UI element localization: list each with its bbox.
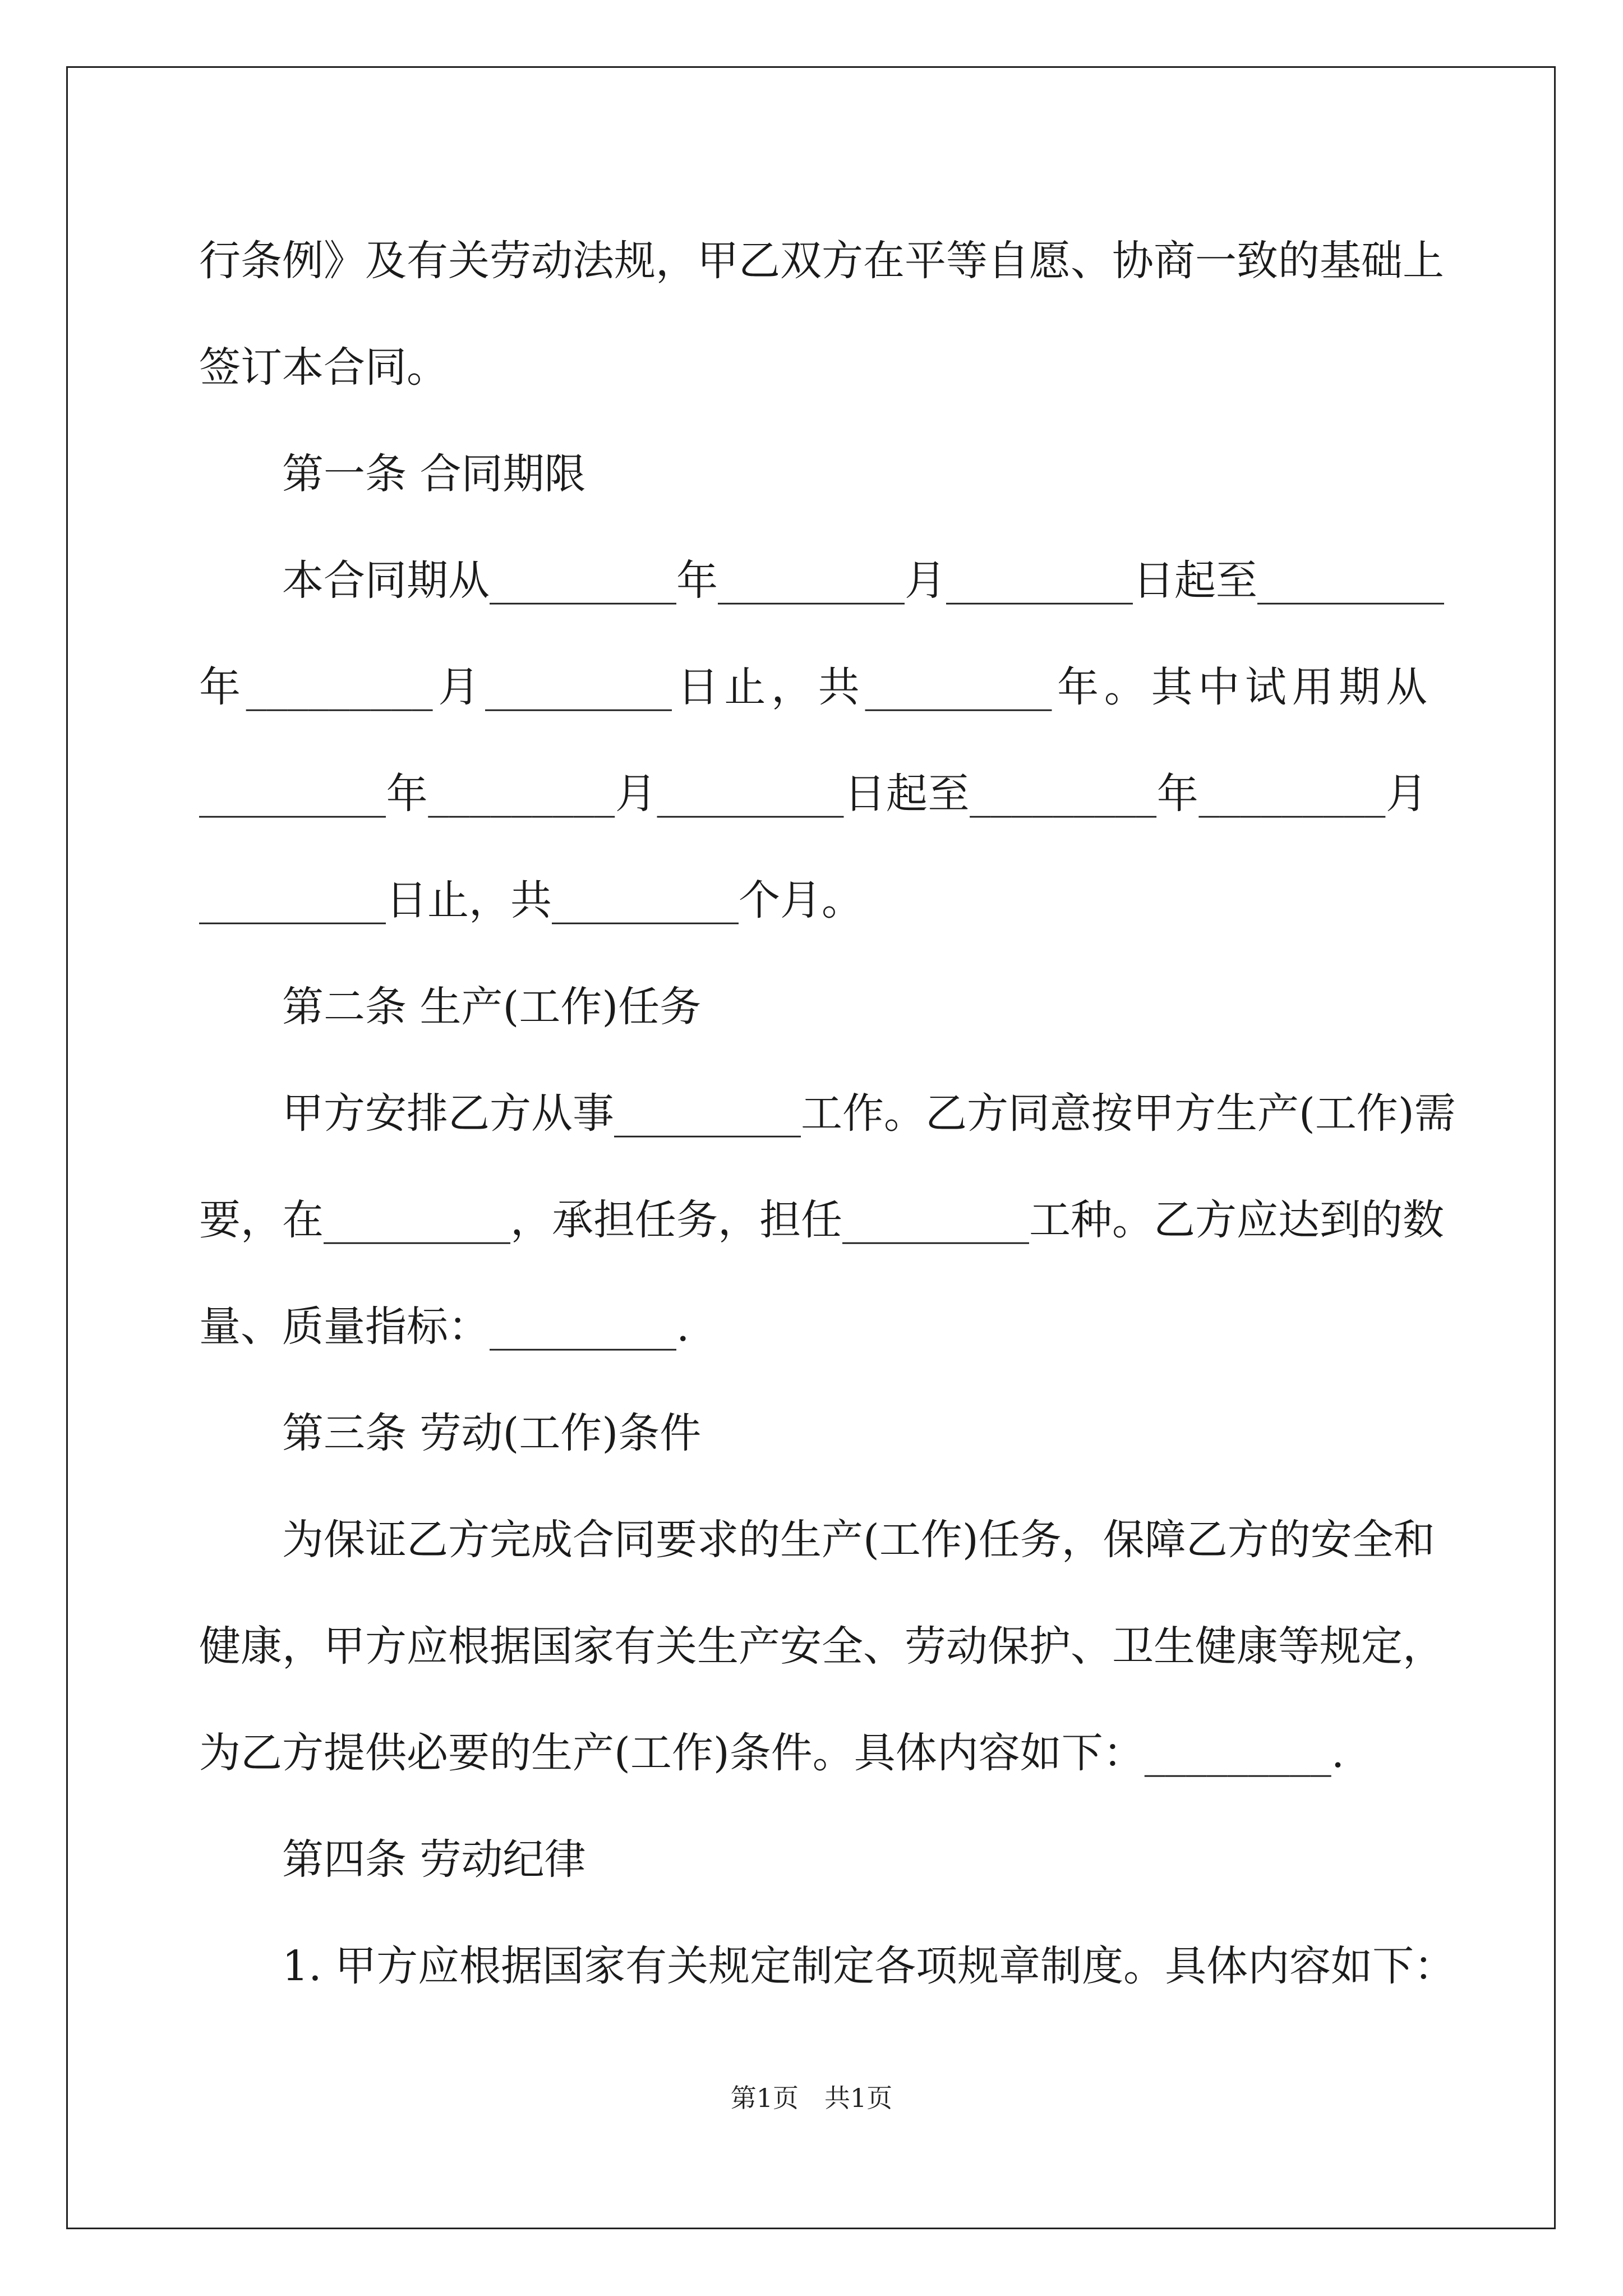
text-line: 要，在_________，承担任务，担任_________工种。乙方应达到的数 <box>199 1196 1444 1244</box>
text-line: 健康，甲方应根据国家有关生产安全、劳动保护、卫生健康等规定， <box>199 1622 1444 1671</box>
text-line: 本合同期从_________年_________月_________日起至_________ <box>282 556 1444 605</box>
text-line: 年_________月_________日止，共_________年。其中试用期从 <box>199 663 1427 711</box>
text-line: _________年_________月_________日起至_________年_________月 <box>199 770 1427 818</box>
section-heading: 第二条 生产(工作)任务 <box>282 983 702 1031</box>
text-line: 为乙方提供必要的生产(工作)条件。具体内容如下：_________. <box>199 1729 1345 1777</box>
text-line: 行条例》及有关劳动法规，甲乙双方在平等自愿、协商一致的基础上 <box>199 237 1444 285</box>
text-line: 量、质量指标：_________. <box>199 1303 690 1351</box>
page-number-footer: 第1页 共1页 <box>730 2083 893 2113</box>
section-heading: 第四条 劳动纪律 <box>282 1835 586 1884</box>
text-line: 1. 甲方应根据国家有关规定制定各项规章制度。具体内容如下： <box>282 1942 1456 1990</box>
section-heading: 第一条 合同期限 <box>282 450 586 498</box>
text-line: 甲方安排乙方从事_________工作。乙方同意按甲方生产(工作)需 <box>282 1089 1456 1138</box>
text-line: 为保证乙方完成合同要求的生产(工作)任务，保障乙方的安全和 <box>282 1516 1435 1564</box>
document-body <box>199 208 1456 2019</box>
text-line: _________日止，共_________个月。 <box>199 876 863 924</box>
section-heading: 第三条 劳动(工作)条件 <box>282 1409 702 1457</box>
text-line: 签订本合同。 <box>199 343 448 392</box>
